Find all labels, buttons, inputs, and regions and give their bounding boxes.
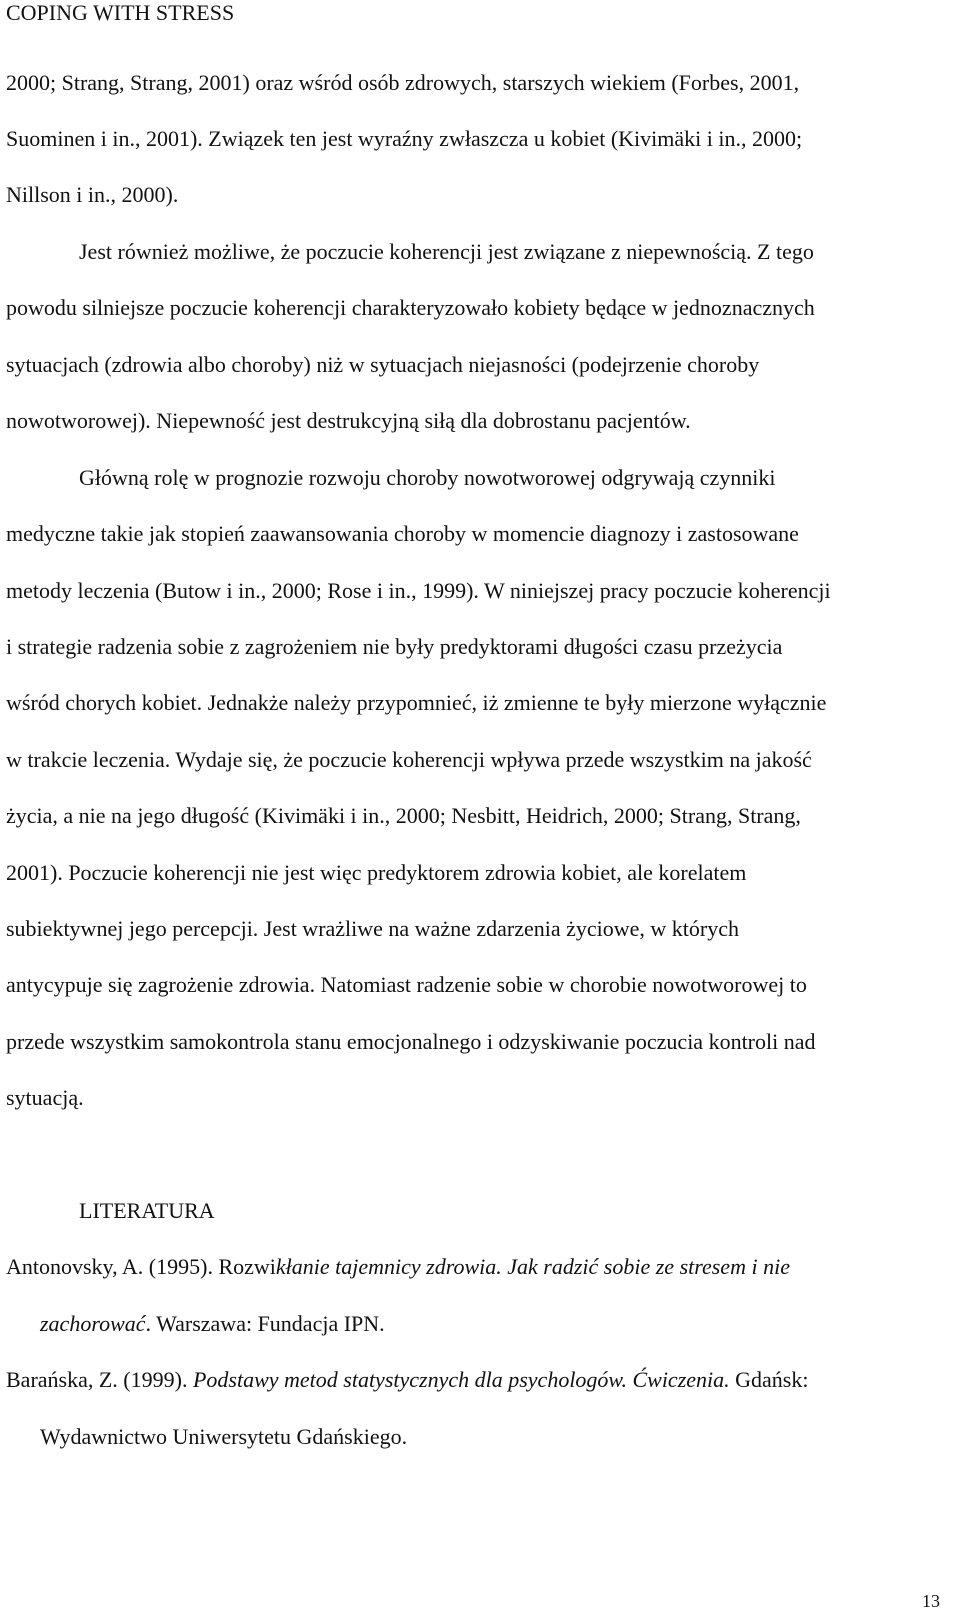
reference-text: Antonovsky, A. (1995). Rozwi <box>6 1254 276 1279</box>
references-heading: LITERATURA <box>79 1198 215 1223</box>
body-line: Główną rolę w prognozie rozwoju choroby nowotworowej odgrywają czynniki <box>79 465 776 490</box>
body-line: nowotworowej). Niepewność jest destrukcyjną siłą dla dobrostanu pacjentów. <box>6 408 691 433</box>
reference-entry-line <box>40 1311 385 1337</box>
reference-text: . Warszawa: Fundacja IPN. <box>145 1311 385 1336</box>
body-line: Jest również możliwe, że poczucie koherencji jest związane z niepewnością. Z tego <box>79 239 814 264</box>
running-head: COPING WITH STRESS <box>6 0 235 25</box>
page-number: 13 <box>922 1591 940 1611</box>
reference-entry-line <box>6 1254 790 1280</box>
body-line: subiektywnej jego percepcji. Jest wrażliwe na ważne zdarzenia życiowe, w których <box>6 916 740 941</box>
reference-title: Podstawy metod statystycznych dla psychologów. Ćwiczenia. <box>192 1367 730 1392</box>
reference-title: zachorować <box>40 1311 146 1336</box>
reference-title: kłanie tajemnicy zdrowia. Jak radzić sobie ze stresem i nie <box>275 1254 790 1279</box>
body-line: Suominen i in., 2001). Związek ten jest wyraźny zwłaszcza u kobiet (Kivimäki i in., 2000; <box>6 126 803 151</box>
body-line: i strategie radzenia sobie z zagrożeniem nie były predyktorami długości czasu przeżycia <box>6 634 783 659</box>
body-line: sytuacją. <box>6 1085 84 1110</box>
body-line: powodu silniejsze poczucie koherencji charakteryzowało kobiety będące w jednoznacznych <box>6 295 815 320</box>
body-line: 2001). Poczucie koherencji nie jest więc predyktorem zdrowia kobiet, ale korelatem <box>6 860 747 885</box>
body-line: życia, a nie na jego długość (Kivimäki i in., 2000; Nesbitt, Heidrich, 2000; Strang, Strang, <box>6 803 801 828</box>
body-line: Nillson i in., 2000). <box>6 182 179 207</box>
body-line: 2000; Strang, Strang, 2001) oraz wśród osób zdrowych, starszych wiekiem (Forbes, 2001, <box>6 70 800 95</box>
reference-entry-line <box>6 1367 808 1393</box>
reference-entry-line: Wydawnictwo Uniwersytetu Gdańskiego. <box>40 1424 408 1449</box>
body-line: wśród chorych kobiet. Jednakże należy przypomnieć, iż zmienne te były mierzone wyłącznie <box>6 690 827 715</box>
body-line: antycypuje się zagrożenie zdrowia. Natomiast radzenie sobie w chorobie nowotworowej to <box>6 972 807 997</box>
body-line: w trakcie leczenia. Wydaje się, że poczucie koherencji wpływa przede wszystkim na jakość <box>6 747 812 772</box>
body-line: sytuacjach (zdrowia albo choroby) niż w sytuacjach niejasności (podejrzenie choroby <box>6 352 760 377</box>
body-line: przede wszystkim samokontrola stanu emocjonalnego i odzyskiwanie poczucia kontroli nad <box>6 1029 816 1054</box>
reference-publisher: Gdańsk: <box>729 1367 809 1392</box>
body-line: metody leczenia (Butow i in., 2000; Rose i in., 1999). W niniejszej pracy poczucie koherencji <box>6 578 831 603</box>
body-line: medyczne takie jak stopień zaawansowania choroby w momencie diagnozy i zastosowane <box>6 521 799 546</box>
reference-text: Barańska, Z. (1999). <box>6 1367 193 1392</box>
